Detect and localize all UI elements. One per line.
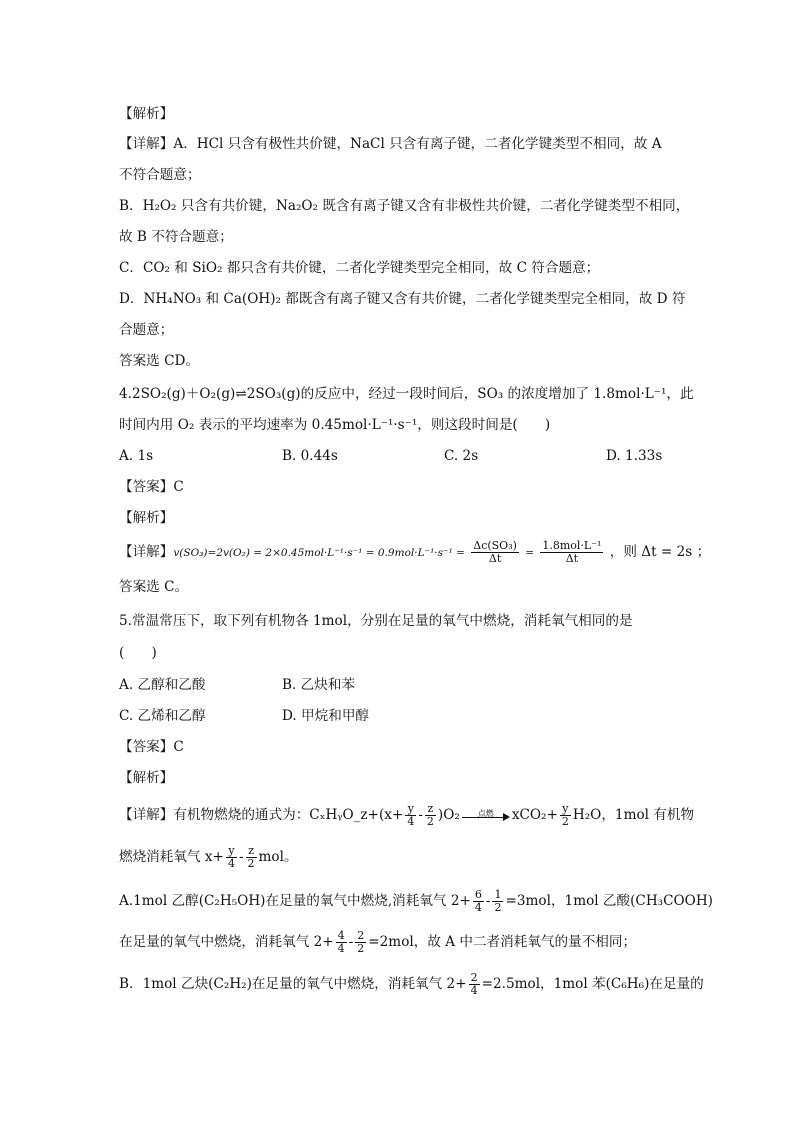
q5-b-line1: B．1mol 乙炔(C₂H₂)在足量的氧气中燃烧，消耗氧气 2+ $\frac{2}{4}$ =2.5mol，1mol 苯(C₆H₆)在足量的 xyxy=(119,971,704,997)
fraction-z-over-2: $\frac{z}{2}$ xyxy=(247,844,255,870)
q4-fraction-dc-dt: $\frac{\text{Δc(SO₃)}}{\Delta t}$ xyxy=(473,539,517,565)
q5-consume-line: 燃烧消耗氧气 x+ $\frac{y}{4}$ - $\frac{z}{2}$ mol。 xyxy=(119,844,298,870)
answer-label: 【答案】 xyxy=(119,739,174,755)
fraction-y-over-4: $\frac{y}{4}$ xyxy=(227,844,235,870)
detail-label: 【详解】 xyxy=(119,807,174,823)
prev-d-line1: D．NH₄NO₃ 和 Ca(OH)₂ 都既含有离子键又含有共价键，二者化学键类型完全相同，故 D 符 xyxy=(119,291,686,307)
analysis-label: 【解析】 xyxy=(119,106,174,122)
prev-d-line2: 合题意； xyxy=(119,322,174,338)
q4-analysis-label: 【解析】 xyxy=(119,510,174,526)
q4-answer: C xyxy=(173,479,184,495)
prev-c-line: C．CO₂ 和 SiO₂ 都只含有共价键，二者化学键类型完全相同，故 C 符合题意； xyxy=(119,260,600,276)
fraction-y-over-4: $\frac{y}{4}$ xyxy=(407,802,415,828)
q5-answer: C xyxy=(173,739,184,755)
q5-option-a: A. 乙醇和乙酸 xyxy=(119,677,206,693)
prev-b-line2: 故 B 不符合题意； xyxy=(119,229,233,245)
q5-general-formula-line: 【详解】有机物燃烧的通式为：CₓHᵧO_z+(x+ $\frac{y}{4}$ - $\frac{z}{2}$ )O₂ 点燃 xCO₂+ $\frac{y}{2}$ H₂O，1mol 有机物 xyxy=(119,802,695,828)
fraction-1-over-2: $\frac{1}{2}$ xyxy=(494,888,502,914)
q4-stem-line1: 4.2SO₂(g)＋O₂(g)⇌2SO₃(g)的反应中，经过一段时间后，SO₃ 的浓度增加了 1.8mol·L⁻¹，此 xyxy=(119,386,694,402)
q5-option-b: B. 乙炔和苯 xyxy=(282,677,356,693)
answer-label: 【答案】 xyxy=(119,479,174,495)
fraction-6-over-4: $\frac{6}{4}$ xyxy=(474,888,482,914)
q5-analysis-label: 【解析】 xyxy=(119,770,174,786)
fraction-y-over-2: $\frac{y}{2}$ xyxy=(561,802,569,828)
q4-detail-tail: ，则 Δt = 2s ； xyxy=(609,544,711,560)
fraction-2-over-2: $\frac{2}{2}$ xyxy=(357,929,365,955)
detail-label: 【详解】 xyxy=(119,136,174,152)
q5-stem-line2: ( ) xyxy=(119,645,157,661)
q5-a-line1: A.1mol 乙醇(C₂H₅OH)在足量的氧气中燃烧,消耗氧气 2+ $\frac{6}{4}$ - $\frac{1}{2}$ =3mol，1mol 乙酸(CH₃COOH) xyxy=(119,888,713,914)
reaction-arrow-icon: 点燃 xyxy=(462,809,510,823)
fraction-4-over-4: $\frac{4}{4}$ xyxy=(337,929,345,955)
q4-fraction-conc-dt: $\frac{\text{1.8mol·L⁻¹}}{\Delta t}$ xyxy=(542,539,602,565)
q4-option-c: C. 2s xyxy=(444,448,479,464)
q5-stem-line1: 5.常温常压下，取下列有机物各 1mol，分别在足量的氧气中燃烧，消耗氧气相同的是 xyxy=(119,613,633,629)
detail-label: 【详解】 xyxy=(119,544,174,560)
q5-answer-line xyxy=(119,737,184,757)
q4-answer-choice: 答案选 C。 xyxy=(119,579,189,595)
prev-answer-choice: 答案选 CD。 xyxy=(119,353,199,369)
q5-a-line2: 在足量的氧气中燃烧，消耗氧气 2+ $\frac{4}{4}$ - $\frac{2}{2}$ =2mol，故 A 中二者消耗氧气的量不相同； xyxy=(119,929,637,955)
q4-rate-equation: v(SO₃)=2v(O₂) = 2×0.45mol·L⁻¹·s⁻¹ = 0.9mol·L⁻¹·s⁻¹ = xyxy=(173,547,465,559)
fraction-z-over-2: $\frac{z}{2}$ xyxy=(426,802,434,828)
q4-stem-line2: 时间内用 O₂ 表示的平均速率为 0.45mol·L⁻¹·s⁻¹，则这段时间是( ) xyxy=(119,417,551,433)
detail-line-a1 xyxy=(119,134,662,154)
q4-option-b: B. 0.44s xyxy=(282,448,338,464)
q5-option-d: D. 甲烷和甲醇 xyxy=(282,708,370,724)
prev-b-line1: B．H₂O₂ 只含有共价键，Na₂O₂ 既含有离子键又含有非极性共价键，二者化学键类型不相同， xyxy=(119,198,690,214)
q4-option-a: A. 1s xyxy=(119,448,154,464)
prev-a-text: A．HCl 只含有极性共价键，NaCl 只含有离子键，二者化学键类型不相同，故 A xyxy=(173,136,662,152)
q4-answer-line xyxy=(119,477,184,497)
fraction-2-over-4: $\frac{2}{4}$ xyxy=(470,971,478,997)
q4-option-d: D. 1.33s xyxy=(606,448,663,464)
q4-detail-line: 【详解】v(SO₃)=2v(O₂) = 2×0.45mol·L⁻¹·s⁻¹ = 0.9mol·L⁻¹·s⁻¹ = $\frac{\text{Δc(SO₃)}}{\Delta t}$ = $\frac{\text{1.8mol·L⁻¹}}{\Delta t}$ ，则 Δt = 2s ； xyxy=(119,539,711,565)
q5-option-c: C. 乙烯和乙醇 xyxy=(119,708,206,724)
prev-a-line2: 不符合题意； xyxy=(119,167,201,183)
